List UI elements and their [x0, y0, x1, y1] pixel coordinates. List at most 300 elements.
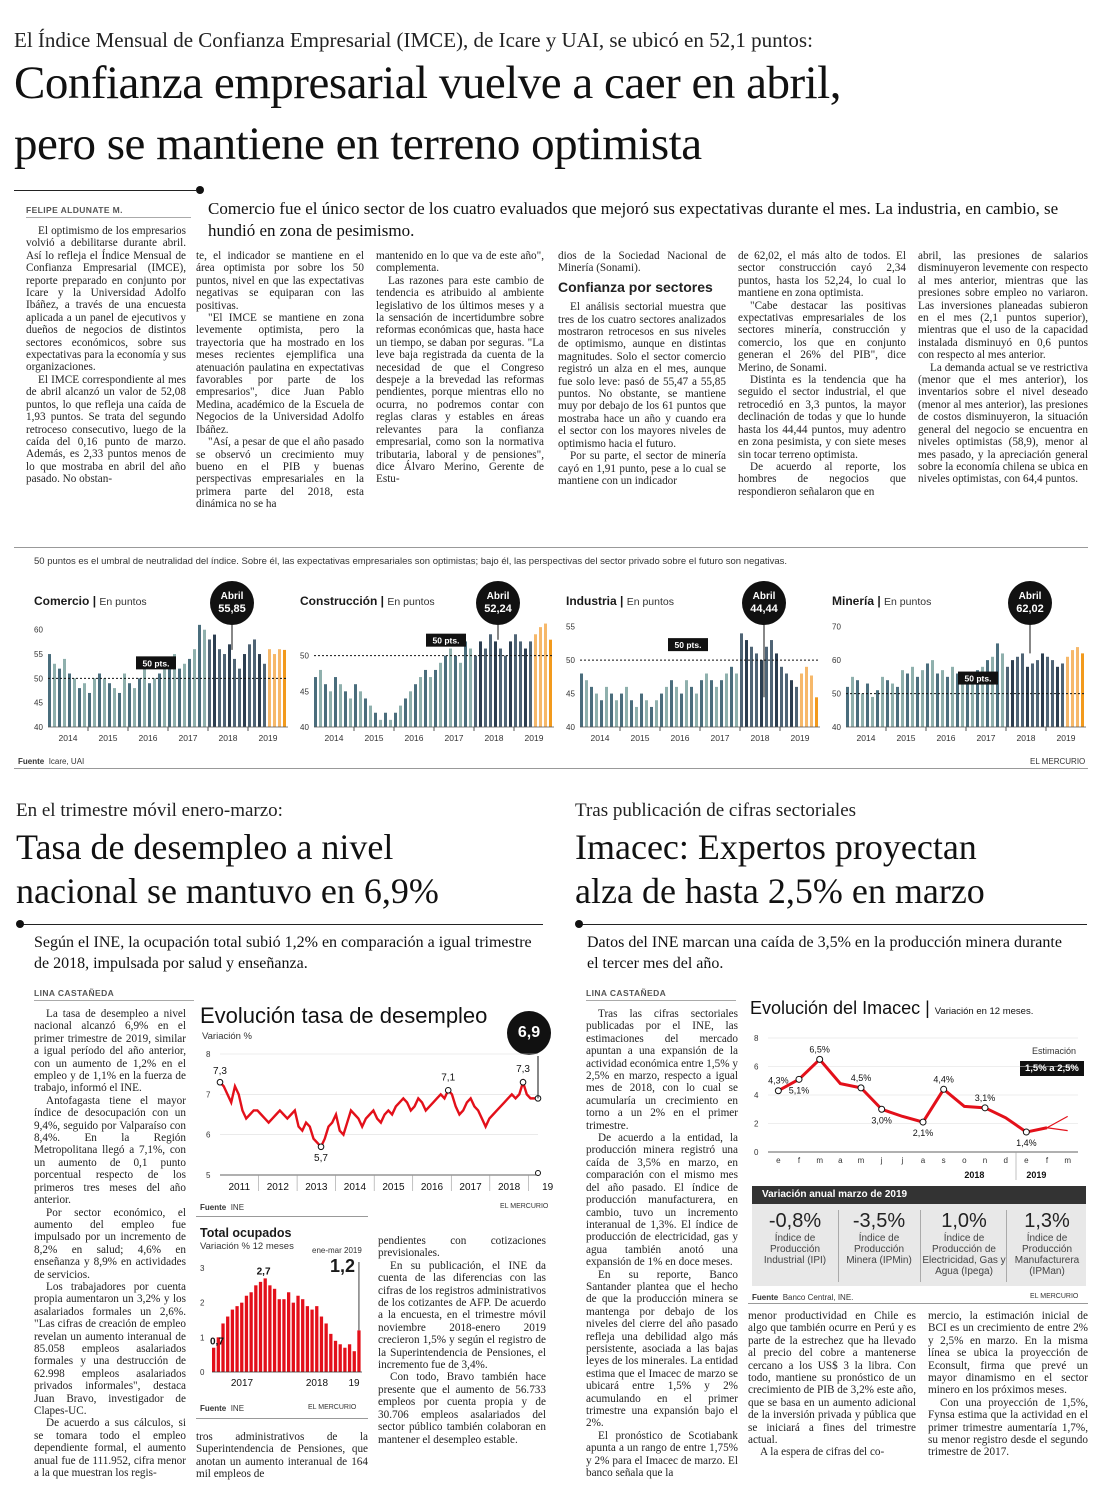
highlight-badge-value: 62,02	[1016, 603, 1044, 615]
bar	[343, 1348, 346, 1372]
bar	[911, 667, 914, 727]
bar	[245, 1296, 248, 1372]
bar	[1041, 653, 1044, 727]
data-label: 4,5%	[850, 1072, 872, 1083]
data-label: 4,3%	[768, 1075, 789, 1086]
x-tick-label: 2019	[258, 733, 278, 743]
bar	[645, 700, 648, 727]
bar	[193, 649, 196, 727]
y-tick-label: 8	[754, 1034, 759, 1043]
x-tick-label: a	[838, 1156, 843, 1165]
bar	[273, 654, 276, 727]
bar	[499, 649, 502, 727]
occ-bar-chart	[196, 1262, 368, 1392]
x-tick-label: m	[1064, 1156, 1072, 1165]
x-tick-label: 2018	[1016, 733, 1036, 743]
bar	[273, 1289, 276, 1372]
bar	[871, 697, 874, 727]
bar	[1076, 647, 1079, 727]
bar	[991, 657, 994, 727]
data-point	[920, 1119, 926, 1125]
bar	[369, 706, 372, 727]
bar	[509, 641, 512, 727]
estimate-high	[1047, 1116, 1068, 1127]
data-label: 7,1	[441, 1072, 456, 1084]
article-column-5: de 62,02, el más alto de todos. El sector construcción cayó 2,34 puntos, hasta los 52,24, lo cual lo mantiene en zona optimista. "Cabe destacar las positivas expectativas empresariales de los sectores minería, construcción y comercio, los que en conjunto generan el 26% del PIB", dice Merino, de Sonami. Distinta es la tendencia que ha seguido el sector industrial, el que retrocedió en 3,3 puntos, la mayor declinación de todas y que lo hunde hasta los 44,44 puntos, muy adentro en zona pesimista, y con siete meses sin tocar terreno optimista. De acuerdo al reporte, los hombres de negocios que respondieron señalaron que en	[738, 250, 906, 498]
bar	[856, 680, 859, 727]
bar	[595, 694, 598, 727]
bar	[539, 627, 542, 727]
bar	[158, 674, 161, 728]
unemp-headline-1: Tasa de desempleo a nivel	[16, 827, 394, 867]
bar	[208, 639, 211, 727]
bar	[238, 669, 241, 727]
imacec-estimate-label: Estimación	[1032, 1046, 1077, 1056]
bar	[590, 687, 593, 727]
bar	[268, 1285, 271, 1372]
bar	[374, 713, 377, 727]
bar	[946, 677, 949, 727]
bar	[339, 1344, 342, 1372]
occ-unit: Variación % 12 meses	[200, 1241, 294, 1252]
bar	[359, 691, 362, 727]
x-tick-label: o	[962, 1156, 967, 1165]
bar	[334, 1341, 337, 1372]
y-tick-label: 40	[832, 723, 841, 732]
bar	[278, 1299, 281, 1372]
highlight-badge-value: 55,85	[218, 603, 246, 615]
bar	[655, 700, 658, 727]
bar	[128, 683, 131, 727]
bar	[921, 670, 924, 727]
unemp-line-chart	[196, 1040, 552, 1198]
threshold-label: 50 pts.	[142, 658, 170, 669]
data-label: 4,4%	[933, 1074, 954, 1085]
x-tick-label: 2013	[305, 1182, 328, 1193]
bar	[876, 690, 879, 727]
bar	[585, 680, 588, 727]
bar	[1061, 663, 1064, 727]
bar	[344, 691, 347, 727]
bar	[615, 700, 618, 727]
y-tick-label: 7	[206, 1090, 211, 1100]
bar	[226, 1317, 229, 1372]
bar	[118, 693, 121, 727]
bar	[83, 683, 86, 727]
bar	[133, 688, 136, 727]
variation-box-title: Variación anual marzo de 2019	[752, 1186, 1086, 1204]
x-tick-label: 2014	[590, 733, 610, 743]
bar	[123, 674, 126, 728]
bar	[755, 653, 758, 727]
unemp-badge: 6,9	[507, 1011, 551, 1055]
unemp-source: Fuente INE	[200, 1203, 245, 1212]
data-point	[217, 1079, 223, 1085]
bar	[996, 643, 999, 727]
data-point	[775, 1088, 781, 1094]
bar	[353, 1351, 356, 1372]
bar	[153, 678, 156, 727]
imacec-brand: EL MERCURIO	[1030, 1293, 1079, 1300]
bar	[1046, 657, 1049, 727]
bar	[296, 1296, 299, 1372]
occ-title: Total ocupados	[200, 1226, 292, 1240]
bar	[314, 677, 317, 727]
bar	[1016, 657, 1019, 727]
x-tick-label: s	[941, 1156, 946, 1165]
x-tick-label: 2018	[484, 733, 504, 743]
y-tick-label: 6	[754, 1062, 759, 1072]
x-tick-label: 2017	[178, 733, 198, 743]
article-column-3: mantenido en lo que va de este año", complementa. Las razones para este cambio de tendencia es atribuido al ambiente legislativo de los últimos meses y a la sensación de incertidumbre sobre reformas económicas que, hasta hace un tiempo, se daban por seguras. "La leve baja registrada da cuenta de la necesidad de que el Congreso despeje a la brevedad las reformas pendientes, porque mientras ello no ocurra, no podremos contar con reglas claras y estables en áreas relevantes para la confianza empresarial, como son la normativa tributaria, laboral y de pensiones", dice Álvaro Merino, Gerente de Estu-	[376, 250, 544, 486]
unemp-chart-unit: Variación %	[202, 1031, 252, 1042]
x-tick-label: 2016	[670, 733, 690, 743]
bar	[429, 677, 432, 727]
y-tick-label: 50	[34, 674, 43, 684]
y-tick-label: 6	[206, 1130, 211, 1140]
bar	[815, 697, 818, 727]
bar	[881, 677, 884, 727]
data-point	[1023, 1129, 1029, 1135]
imacec-column-1: Tras las cifras sectoriales publicadas por el INE, las estimaciones del mercado apuntan a una expansión de la actividad económica entre 1,5% y 2,5% en marzo, respecto a igual mes de 2018, con lo cual se acumularía un crecimiento en torno a un 2% en el primer trimestre. De acuerdo a la entidad, la producción minera registró una caída de 3,5% en marzo, en comparación con el mismo mes del año pasado. El índice de producción manufacturera, en cambio, tuvo un incremento interanual de 1,3%. El índice de producción de electricidad, gas y agua también anotó una expansión de 1% en doce meses. En su reporte, Banco Santander plantea que el hecho de que la producción minera se mantenga por debajo de los niveles del cierre del año pasado refleja una debilidad algo más persistente, asociada a las bajas leyes de los minerales. La entidad estima que el Imacec de marzo se ubicará entre 1,5% y 2% acumulando en el primer trimestre una expansión bajo el 2%. El pronóstico de Scotiabank apunta a un rango de entre 1,75% y 2% para el Imacec de marzo. El banco señala que la	[586, 1008, 738, 1480]
bar	[640, 694, 643, 727]
year-label: 2018	[964, 1170, 985, 1180]
peak-label: 2,7	[256, 1266, 271, 1278]
bar	[449, 649, 452, 727]
imacec-kicker: Tras publicación de cifras sectoriales	[575, 800, 857, 821]
bar	[670, 680, 673, 727]
bar	[459, 663, 462, 727]
article-kicker: El Índice Mensual de Confianza Empresarial (IMCE), de Icare y UAI, se ubicó en 52,1 puntos:	[14, 28, 813, 52]
bar	[926, 663, 929, 727]
bar	[301, 1299, 304, 1372]
data-point	[982, 1105, 988, 1111]
bar	[489, 634, 492, 727]
bar	[750, 647, 753, 727]
y-tick-label: 40	[34, 723, 43, 732]
x-tick-label: 2015	[98, 733, 118, 743]
bar	[414, 684, 417, 727]
bar	[891, 684, 894, 727]
y-tick-label: 50	[300, 651, 309, 661]
bar	[785, 674, 788, 728]
bar	[263, 664, 266, 727]
data-point	[445, 1088, 451, 1094]
x-tick-label: 2018	[218, 733, 238, 743]
data-point	[318, 1144, 324, 1150]
data-label: 7,3	[213, 1066, 227, 1078]
bar	[354, 684, 357, 727]
bar	[610, 694, 613, 727]
bar	[901, 670, 904, 727]
bar	[549, 640, 552, 727]
x-tick-label: m	[816, 1156, 824, 1165]
bar	[454, 656, 457, 727]
variation-box-ipman: 1,3% Índice de Producción Manufacturera (IPMan)	[1014, 1210, 1080, 1277]
bar	[715, 687, 718, 727]
bar	[73, 678, 76, 727]
bar	[620, 694, 623, 727]
x-tick-label: 2019	[790, 733, 810, 743]
bar	[306, 1306, 309, 1372]
imacec-headline-1: Imacec: Expertos proyectan	[575, 827, 977, 867]
article-lead: Comercio fue el único sector de los cuatro evaluados que mejoró sus expectativas durante el mes. La industria, en cambio, se hundió en zona de pesimismo.	[208, 199, 1059, 240]
occ-brand: EL MERCURIO	[308, 1404, 357, 1411]
y-tick-label: 8	[206, 1050, 211, 1059]
x-tick-label: f	[1045, 1156, 1049, 1165]
x-tick-label: j	[901, 1156, 904, 1165]
bar	[334, 677, 337, 727]
bar	[198, 625, 201, 727]
x-tick-label: n	[982, 1156, 988, 1165]
bar	[188, 659, 191, 727]
unemp-chart-title: Evolución tasa de desempleo	[200, 1003, 488, 1028]
bar	[605, 687, 608, 727]
data-label: 5,1%	[788, 1085, 810, 1096]
headline-line-2: pero se mantiene en terreno optimista	[14, 118, 702, 170]
bar	[339, 684, 342, 727]
bar	[886, 680, 889, 727]
bar	[534, 634, 537, 727]
y-tick-label: 45	[300, 687, 309, 697]
imacec-column-2: menor productividad en Chile es algo que también ocurre en Perú y es parte de la estrechez que ha llevado al precio del cobre a mantenerse cercano a los US$ 3 la libra. Con todo, mantiene su pronóstico de un crecimiento de PIB de 3,2% este año, que se basa en un aumento adicional de la inversión privada y pública que se iniciará a fines del trimestre actual. A la espera de cifras del co-	[748, 1310, 916, 1459]
x-tick-label: e	[776, 1156, 781, 1165]
bar	[951, 667, 954, 727]
x-tick-label: 2015	[382, 1182, 405, 1193]
data-label: 5,7	[314, 1152, 328, 1164]
bar	[63, 659, 66, 727]
subhead: Confianza por sectores	[558, 278, 713, 295]
bar	[348, 1344, 351, 1372]
bar	[325, 1323, 328, 1372]
unemp-column-2: tros administrativos de la Superintendencia de Pensiones, que anotan un aumento interanual de 164 mil empleos de	[196, 1431, 368, 1481]
imacec-headline-2: alza de hasta 2,5% en marzo	[575, 871, 985, 911]
bar	[439, 663, 442, 727]
bar	[379, 720, 382, 727]
bar	[760, 660, 763, 727]
x-tick-label: 2019	[1056, 733, 1076, 743]
bar	[178, 669, 181, 727]
bar	[268, 649, 271, 727]
x-tick-label: j	[880, 1156, 883, 1165]
bar	[389, 720, 392, 727]
data-label: 3,0%	[871, 1115, 892, 1126]
article-column-6: abril, las presiones de salarios disminuyeron levemente con respecto al mes anterior, mientras que las presiones sobre empleo no variaron. Las inversiones planeadas subieron en el mes (2,1 puntos superior), mientras que el uso de la capacidad instalada disminuyó en 0,6 puntos con respecto al mes anterior. La demanda actual se ve restrictiva (menor que el mes anterior), los inventarios sobre el nivel deseado (menor al mes anterior), las presiones de costos disminuyeron, la situación general del negocio se encuentra en niveles optimistas (58,9), menor al mes pasado, y la apreciación general sobre la economía chilena se ubica en niveles optimistas, con 64,4 puntos.	[918, 250, 1088, 486]
start-label: 0,7	[210, 1336, 224, 1348]
y-tick-label: 60	[832, 656, 841, 666]
data-label: 7,3	[516, 1064, 530, 1076]
bar	[745, 640, 748, 727]
bar	[695, 694, 698, 727]
bar	[78, 688, 81, 727]
bar	[800, 674, 803, 728]
chart-title-industria: Industria | En puntos	[566, 594, 674, 608]
bar	[287, 1292, 290, 1372]
bar	[218, 649, 221, 727]
bar	[283, 650, 286, 727]
bar	[795, 687, 798, 727]
bar	[906, 674, 909, 728]
bar	[349, 698, 352, 727]
bar	[98, 674, 101, 728]
bar	[685, 680, 688, 727]
bar	[113, 688, 116, 727]
bar	[635, 707, 638, 727]
bar	[765, 647, 768, 727]
bar	[680, 694, 683, 727]
bar	[138, 678, 141, 727]
x-tick-label: 2015	[896, 733, 916, 743]
imacec-byline: LINA CASTAÑEDA	[586, 988, 736, 1001]
bar	[419, 677, 422, 727]
headline-line-1: Confianza empresarial vuelve a caer en abril,	[14, 57, 841, 109]
article-column-4: dios de la Sociedad Nacional de Minería (Sonami). Confianza por sectores El análisis sectorial muestra que tres de los cuatro sectores analizados mostraron retrocesos en sus niveles de optimismo, aunque en distintas magnitudes. Solo el sector comercio registró un alza en el mes, aunque fue solo leve: pasó de 55,47 a 55,85 puntos. No obstante, se mantiene muy por debajo de los 61 puntos que mostraba hace un año y cuando era el sector con los mayores niveles de optimismo hacia el futuro. Por su parte, el sector de minería cayó en 1,91 punto, pese a lo cual se mantiene con un indicador	[558, 250, 726, 487]
imce-brand: EL MERCURIO	[1030, 757, 1086, 766]
threshold-label: 50 pts.	[432, 635, 460, 646]
x-tick-label: 2016	[936, 733, 956, 743]
highlight-badge-month: Abril	[752, 591, 776, 602]
y-tick-label: 5	[206, 1171, 211, 1180]
bar	[282, 1299, 285, 1372]
bar	[58, 669, 61, 727]
data-label: 6,5%	[809, 1044, 830, 1055]
bar	[650, 707, 653, 727]
bar	[320, 1317, 323, 1372]
highlight-badge-month: Abril	[220, 591, 244, 602]
bar	[866, 684, 869, 727]
bar	[861, 694, 864, 727]
y-tick-label: 40	[300, 723, 309, 732]
bar	[394, 713, 397, 727]
variation-box-ipega: 1,0% Índice de Producción de Electricidad, Gas y Agua (Ipega)	[922, 1210, 1006, 1277]
bar	[228, 644, 231, 727]
y-tick-label: 50	[832, 689, 841, 699]
threshold-label: 50 pts.	[964, 673, 992, 684]
bar	[240, 1303, 243, 1372]
bar	[1056, 667, 1059, 727]
imacec-source: Fuente Banco Central, INE.	[752, 1293, 854, 1302]
bar	[690, 687, 693, 727]
axis-marker	[536, 1171, 541, 1176]
bar	[148, 683, 151, 727]
bar	[775, 653, 778, 727]
data-label: 3,1%	[974, 1092, 996, 1103]
bar	[231, 1310, 234, 1372]
y-tick-label: 60	[34, 625, 43, 635]
y-tick-label: 0	[200, 1368, 205, 1377]
bar	[310, 1310, 313, 1372]
byline: FELIPE ALDUNATE M.	[26, 205, 191, 218]
x-tick-label: 2015	[364, 733, 384, 743]
bar	[790, 680, 793, 727]
bar	[474, 656, 477, 727]
bar	[675, 687, 678, 727]
bar	[434, 670, 437, 727]
imacec-lead: Datos del INE marcan una caída de 3,5% en la producción minera durante el tercer mes del año.	[587, 934, 1062, 972]
data-point	[817, 1056, 823, 1062]
y-tick-label: 40	[566, 723, 575, 732]
x-tick-label: 2014	[324, 733, 344, 743]
bar	[971, 684, 974, 727]
x-tick-label: f	[797, 1156, 801, 1165]
bar	[700, 680, 703, 727]
bar	[665, 687, 668, 727]
bar	[529, 641, 532, 727]
bar	[253, 639, 256, 727]
bar	[93, 678, 96, 727]
data-point	[520, 1079, 526, 1085]
y-tick-label: 55	[34, 650, 43, 660]
bar	[399, 706, 402, 727]
y-tick-label: 0	[754, 1148, 759, 1157]
bar	[250, 1292, 253, 1372]
bar	[735, 674, 738, 728]
bar	[223, 654, 226, 727]
bar	[770, 640, 773, 727]
data-point	[796, 1076, 802, 1082]
bar	[464, 641, 467, 727]
x-tick-label: d	[1003, 1156, 1008, 1165]
x-tick-label: e	[1024, 1156, 1029, 1165]
data-label: 1,4%	[1016, 1138, 1037, 1149]
x-tick-label: m	[857, 1156, 865, 1165]
bar	[544, 624, 547, 727]
imacec-line-chart	[748, 1028, 1088, 1184]
bar	[966, 680, 969, 727]
bar	[494, 641, 497, 727]
bar	[1066, 657, 1069, 727]
x-tick-label: 2017	[444, 733, 464, 743]
charts-note: 50 puntos es el umbral de neutralidad del índice. Sobre él, las expectativas empresariales son optimistas; bajo él, las perspectivas del sector privado sobre el futuro son negativas.	[34, 556, 788, 567]
bar	[710, 680, 713, 727]
x-tick-label: a	[920, 1156, 926, 1165]
bar	[235, 1306, 238, 1372]
occ-source: Fuente INE	[200, 1404, 245, 1413]
bar	[625, 687, 628, 727]
bar	[163, 664, 166, 727]
x-tick-label: 2017	[230, 1378, 254, 1389]
occ-period: ene-mar 2019	[312, 1246, 362, 1255]
bar	[444, 656, 447, 727]
x-tick-label: 2018	[305, 1378, 329, 1389]
unemp-kicker: En el trimestre móvil enero-marzo:	[16, 800, 283, 821]
y-tick-label: 4	[754, 1091, 759, 1100]
bar	[720, 680, 723, 727]
highlight-badge-month: Abril	[486, 591, 510, 602]
bar	[846, 687, 849, 727]
occ-value: 1,2	[330, 1256, 356, 1276]
bar	[740, 633, 743, 727]
bar	[183, 664, 186, 727]
y-tick-label: 55	[566, 622, 575, 632]
imacec-column-3: mercio, la estimación inicial de BCI es un crecimiento de entre 2% y 2,5% en marzo. En la misma línea se ubica la proyección de Econsult, firma que prevé un mayor dinamismo en el sector minero en los próximos meses. Con una proyección de 1,5%, Fynsa estima que la actividad en el primer trimestre aumentaría 1,7%, su menor registro desde el segundo trimestre de 2017.	[928, 1310, 1088, 1459]
bar	[730, 667, 733, 727]
unemployment-line	[220, 1082, 538, 1147]
bar	[212, 1348, 215, 1372]
x-tick-label: 2016	[404, 733, 424, 743]
y-tick-label: 2	[200, 1298, 205, 1308]
bar	[315, 1306, 318, 1372]
bar	[384, 713, 387, 727]
bar	[329, 1334, 332, 1372]
x-tick-label: 2016	[138, 733, 158, 743]
bar	[88, 693, 91, 727]
x-tick-label: 2014	[58, 733, 78, 743]
x-tick-label: 2012	[266, 1182, 289, 1193]
bar	[248, 644, 251, 727]
bar	[1001, 653, 1004, 727]
bar	[660, 694, 663, 727]
